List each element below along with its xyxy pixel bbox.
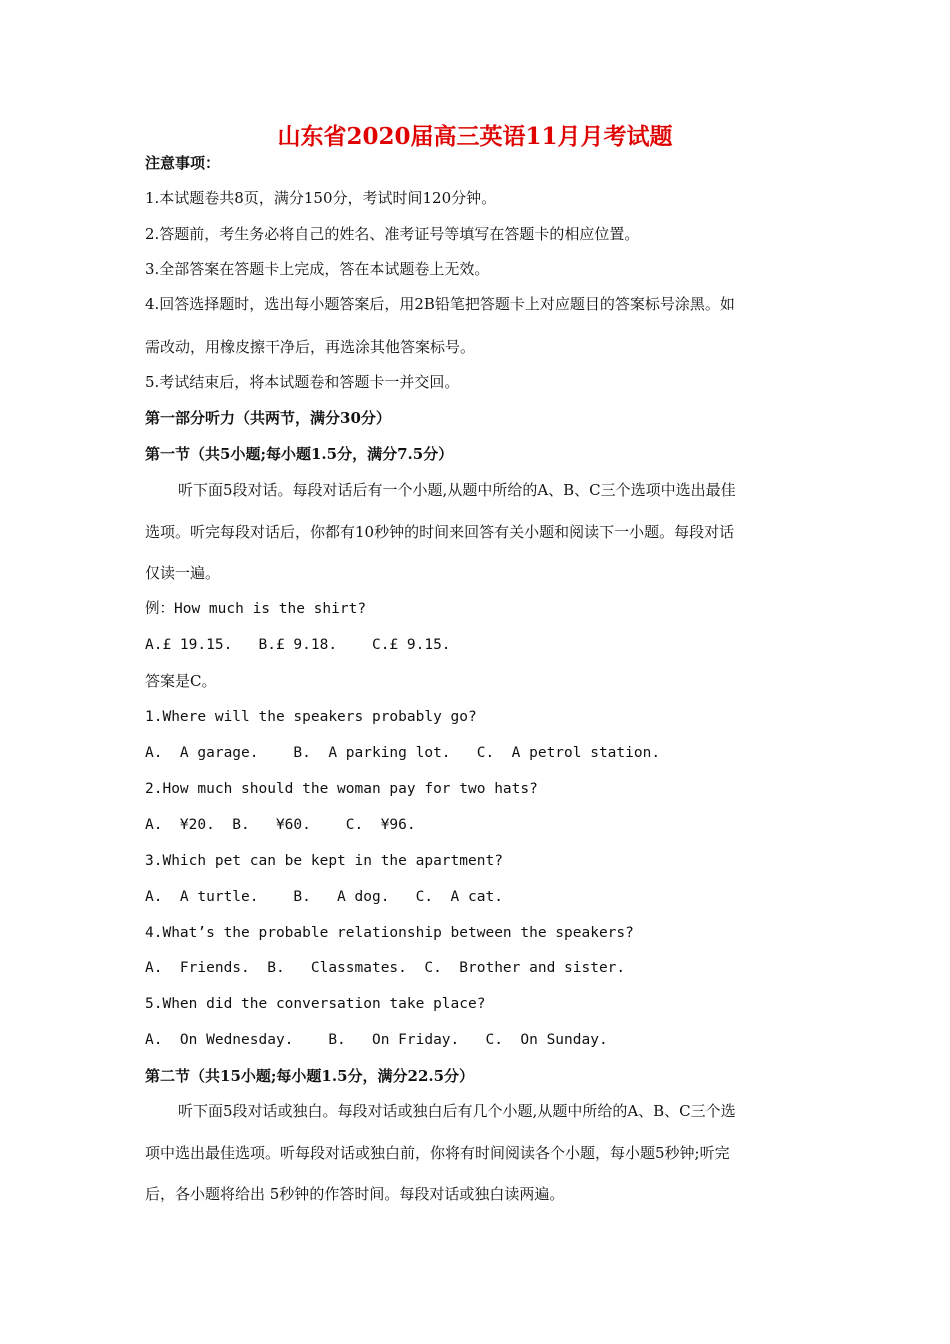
question-text: 3.Which pet can be kept in the apartment? — [145, 853, 503, 869]
page-title: 山东省2020届高三英语11月月考试题 — [277, 123, 673, 150]
question-options: A. ¥20. B. ¥60. C. ¥96. — [145, 817, 416, 833]
section1-heading: 第一节（共5小题;每小题1.5分，满分7.5分） — [145, 445, 454, 463]
question-options: A. A garage. B. A parking lot. C. A petrol station. — [145, 745, 661, 761]
notice-item: 2.答题前，考生务必将自己的姓名、准考证号等填写在答题卡的相应位置。 — [145, 225, 640, 243]
question-text: 2.How much should the woman pay for two hats? — [145, 781, 538, 797]
section1-instruction: 仅读一遍。 — [145, 564, 221, 582]
section2-instruction: 项中选出最佳选项。听每段对话或独白前，你将有时间阅读各个小题，每小题5秒钟;听完 — [145, 1144, 730, 1162]
section2-heading: 第二节（共15小题;每小题1.5分，满分22.5分） — [145, 1067, 475, 1085]
notice-heading: 注意事项： — [145, 154, 221, 172]
section2-instruction: 后，各小题将给出 5秒钟的作答时间。每段对话或独白读两遍。 — [145, 1185, 565, 1203]
example-answer: 答案是C。 — [145, 672, 217, 690]
section1-instruction: 听下面5段对话。每段对话后有一个小题,从题中所给的A、B、C三个选项中选出最佳 — [178, 481, 736, 499]
example-question: 例：How much is the shirt? — [145, 601, 367, 617]
section2-instruction: 听下面5段对话或独白。每段对话或独白后有几个小题,从题中所给的A、B、C三个选 — [178, 1102, 736, 1120]
example-options: A.£ 19.15. B.£ 9.18. C.£ 9.15. — [145, 637, 451, 653]
question-options: A. A turtle. B. A dog. C. A cat. — [145, 889, 503, 905]
question-text: 5.When did the conversation take place? — [145, 996, 486, 1012]
question-text: 1.Where will the speakers probably go? — [145, 709, 477, 725]
section1-instruction: 选项。听完每段对话后，你都有10秒钟的时间来回答有关小题和阅读下一小题。每段对话 — [145, 523, 735, 541]
notice-item: 1.本试题卷共8页，满分150分，考试时间120分钟。 — [145, 189, 497, 207]
notice-item: 需改动，用橡皮擦干净后，再选涂其他答案标号。 — [145, 338, 476, 356]
notice-item: 4.回答选择题时，选出每小题答案后，用2B铅笔把答题卡上对应题目的答案标号涂黑。如 — [145, 295, 735, 313]
notice-item: 5.考试结束后，将本试题卷和答题卡一并交回。 — [145, 373, 460, 391]
question-text: 4.What’s the probable relationship between the speakers? — [145, 925, 634, 941]
notice-item: 3.全部答案在答题卡上完成，答在本试题卷上无效。 — [145, 260, 490, 278]
question-options: A. Friends. B. Classmates. C. Brother and sister. — [145, 960, 626, 976]
question-options: A. On Wednesday. B. On Friday. C. On Sunday. — [145, 1032, 608, 1048]
part1-heading: 第一部分听力（共两节，满分30分） — [145, 409, 391, 427]
